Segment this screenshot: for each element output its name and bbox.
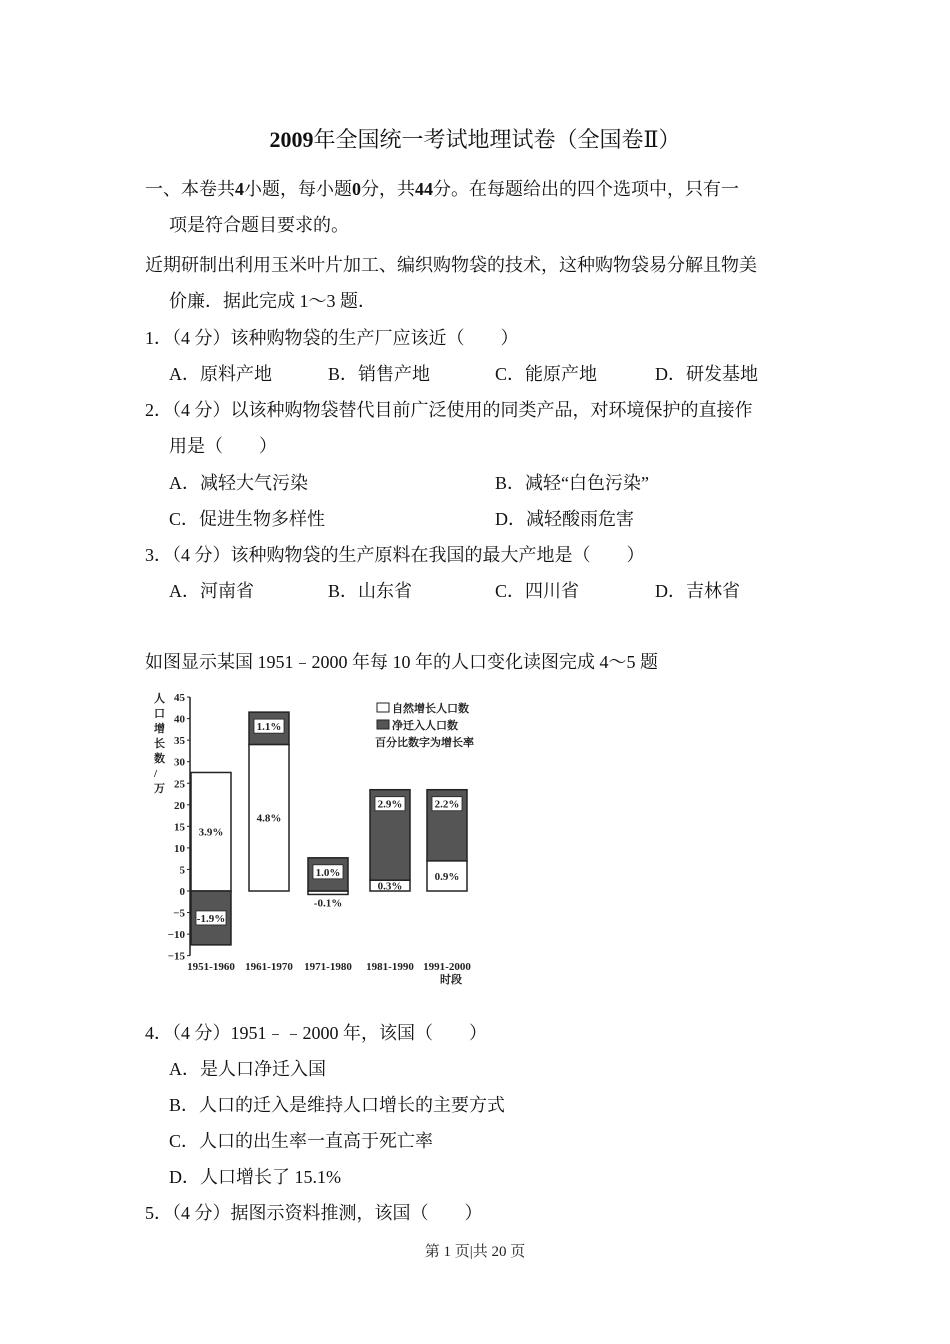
q2-option-c[interactable]: C．促进生物多样性 <box>169 509 326 529</box>
question-stem: （4 分）该种购物袋的生产原料在我国的最大产地是（ ） <box>172 545 645 565</box>
natural-rate-label: 3.9% <box>198 826 224 839</box>
x-tick-label: 1951-1960 <box>187 961 235 973</box>
migration-rate-label: -1.9% <box>196 912 226 925</box>
question-2-cont: 用是（ ） <box>169 436 277 456</box>
migration-rate-label: 1.0% <box>315 866 341 879</box>
question-number: 4． <box>145 1023 172 1043</box>
natural-rate-label: 4.8% <box>256 812 282 825</box>
x-tick-label: 1981-1990 <box>366 961 414 973</box>
passage-1-cont: 价廉．据此完成 1～3 题． <box>169 291 376 311</box>
q3-option-d[interactable]: D．吉林省 <box>655 581 740 601</box>
question-number: 1． <box>145 328 172 348</box>
question-stem: （4 分）据图示资料推测，该国（ ） <box>172 1203 483 1223</box>
y-tick-label: 5 <box>179 864 185 877</box>
q4-option-c[interactable]: C．人口的出生率一直高于死亡率 <box>169 1131 434 1151</box>
question-5 <box>145 1200 483 1226</box>
q1-option-c[interactable]: C．能原产地 <box>495 364 598 384</box>
x-tick-label: 1971-1980 <box>304 961 352 973</box>
chart-svg <box>145 688 499 990</box>
page-footer: 第 1 页|共 20 页 <box>424 1244 526 1260</box>
passage-1: 近期研制出利用玉米叶片加工、编织购物袋的技术，这种购物袋易分解且物美 <box>145 255 757 275</box>
q3-option-b[interactable]: B．山东省 <box>328 581 413 601</box>
question-number: 2． <box>145 400 172 420</box>
instr-text: 小题，每小题 <box>244 179 352 199</box>
question-stem: （4 分）1951﹣﹣2000 年，该国（ ） <box>172 1023 487 1043</box>
y-tick-label: 0 <box>179 886 185 898</box>
y-tick-label: 30 <box>174 756 185 769</box>
y-tick-label: 25 <box>174 778 185 791</box>
question-stem: （4 分）该种购物袋的生产厂应该近（ ） <box>172 328 519 348</box>
title-text: 年全国统一考试地理试卷（全国卷Ⅱ） <box>313 127 681 152</box>
question-stem: （4 分）以该种购物袋替代目前广泛使用的同类产品，对环境保护的直接作 <box>172 400 753 420</box>
y-axis-label <box>153 692 165 795</box>
q1-option-b[interactable]: B．销售产地 <box>328 364 431 384</box>
y-tick-label: −10 <box>167 929 185 942</box>
instr-total: 44 <box>415 179 433 199</box>
bar-group <box>191 772 231 944</box>
question-1 <box>145 325 519 351</box>
question-2 <box>145 397 753 423</box>
instr-text: 分。在每题给出的四个选项中，只有一 <box>433 179 739 199</box>
q2-option-b[interactable]: B．减轻“白色污染” <box>495 473 649 493</box>
y-label-char: 口 <box>154 708 165 720</box>
natural-rate-label: -0.1% <box>313 897 343 910</box>
section-instructions <box>145 176 739 202</box>
migration-rate-label: 1.1% <box>256 721 282 734</box>
x-tick-label: 1991-2000 <box>423 961 471 973</box>
y-tick-label: 15 <box>174 821 185 834</box>
y-label-char: 长 <box>154 738 165 750</box>
q3-option-a[interactable]: A．河南省 <box>169 581 254 601</box>
q1-option-a[interactable]: A．原料产地 <box>169 364 272 384</box>
y-label-char: 人 <box>154 693 165 705</box>
question-4 <box>145 1020 487 1046</box>
question-number: 5． <box>145 1203 172 1223</box>
question-3 <box>145 542 645 568</box>
q2-option-d[interactable]: D．减轻酸雨危害 <box>495 509 634 529</box>
migration-rate-label: 2.9% <box>377 798 403 811</box>
title-year: 2009 <box>269 127 314 152</box>
y-tick-label: 10 <box>174 842 185 855</box>
q1-option-d[interactable]: D．研发基地 <box>655 364 758 384</box>
legend-migration: 净迁入人口数 <box>392 720 458 732</box>
q3-option-c[interactable]: C．四川省 <box>495 581 580 601</box>
y-label-char: 万 <box>154 783 165 795</box>
natural-rate-label: 0.3% <box>377 880 403 893</box>
passage-2: 如图显示某国 1951﹣2000 年每 10 年的人口变化读图完成 4～5 题 <box>145 652 658 672</box>
x-axis-label: 时段 <box>440 974 462 986</box>
y-tick-label: 40 <box>174 713 185 726</box>
x-axis-labels <box>187 961 471 986</box>
population-chart <box>145 688 499 990</box>
y-label-char: 数 <box>154 753 165 765</box>
instr-points: 0 <box>352 179 361 199</box>
q4-option-d[interactable]: D．人口增长了 15.1% <box>169 1167 341 1187</box>
section-instructions-cont: 项是符合题目要求的。 <box>169 215 349 235</box>
y-tick-label: −15 <box>167 950 185 963</box>
page-title <box>0 124 950 156</box>
instr-count: 4 <box>235 179 244 199</box>
y-tick-label: 35 <box>174 735 185 748</box>
bar-group <box>370 790 410 893</box>
legend-natural: 自然增长人口数 <box>392 703 469 715</box>
migration-rate-label: 2.2% <box>434 798 460 811</box>
question-number: 3． <box>145 545 172 565</box>
y-axis <box>168 692 190 963</box>
instr-text: 分，共 <box>361 179 415 199</box>
q4-option-a[interactable]: A．是人口净迁入国 <box>169 1059 326 1079</box>
y-tick-label: 45 <box>174 692 185 705</box>
y-label-char: / <box>154 768 158 780</box>
bar-group <box>249 712 289 891</box>
y-tick-label: 20 <box>174 799 185 812</box>
natural-rate-label: 0.9% <box>434 870 460 883</box>
x-tick-label: 1961-1970 <box>245 961 293 973</box>
y-tick-label: −5 <box>173 907 185 920</box>
y-label-char: 增 <box>154 723 165 735</box>
q4-option-b[interactable]: B．人口的迁入是维持人口增长的主要方式 <box>169 1095 506 1115</box>
bar-group <box>427 790 467 891</box>
q2-option-a[interactable]: A．减轻大气污染 <box>169 473 308 493</box>
legend-note: 百分比数字为增长率 <box>375 737 474 749</box>
bar-group <box>308 858 348 910</box>
instr-text: 一、本卷共 <box>145 179 235 199</box>
legend <box>375 701 474 749</box>
